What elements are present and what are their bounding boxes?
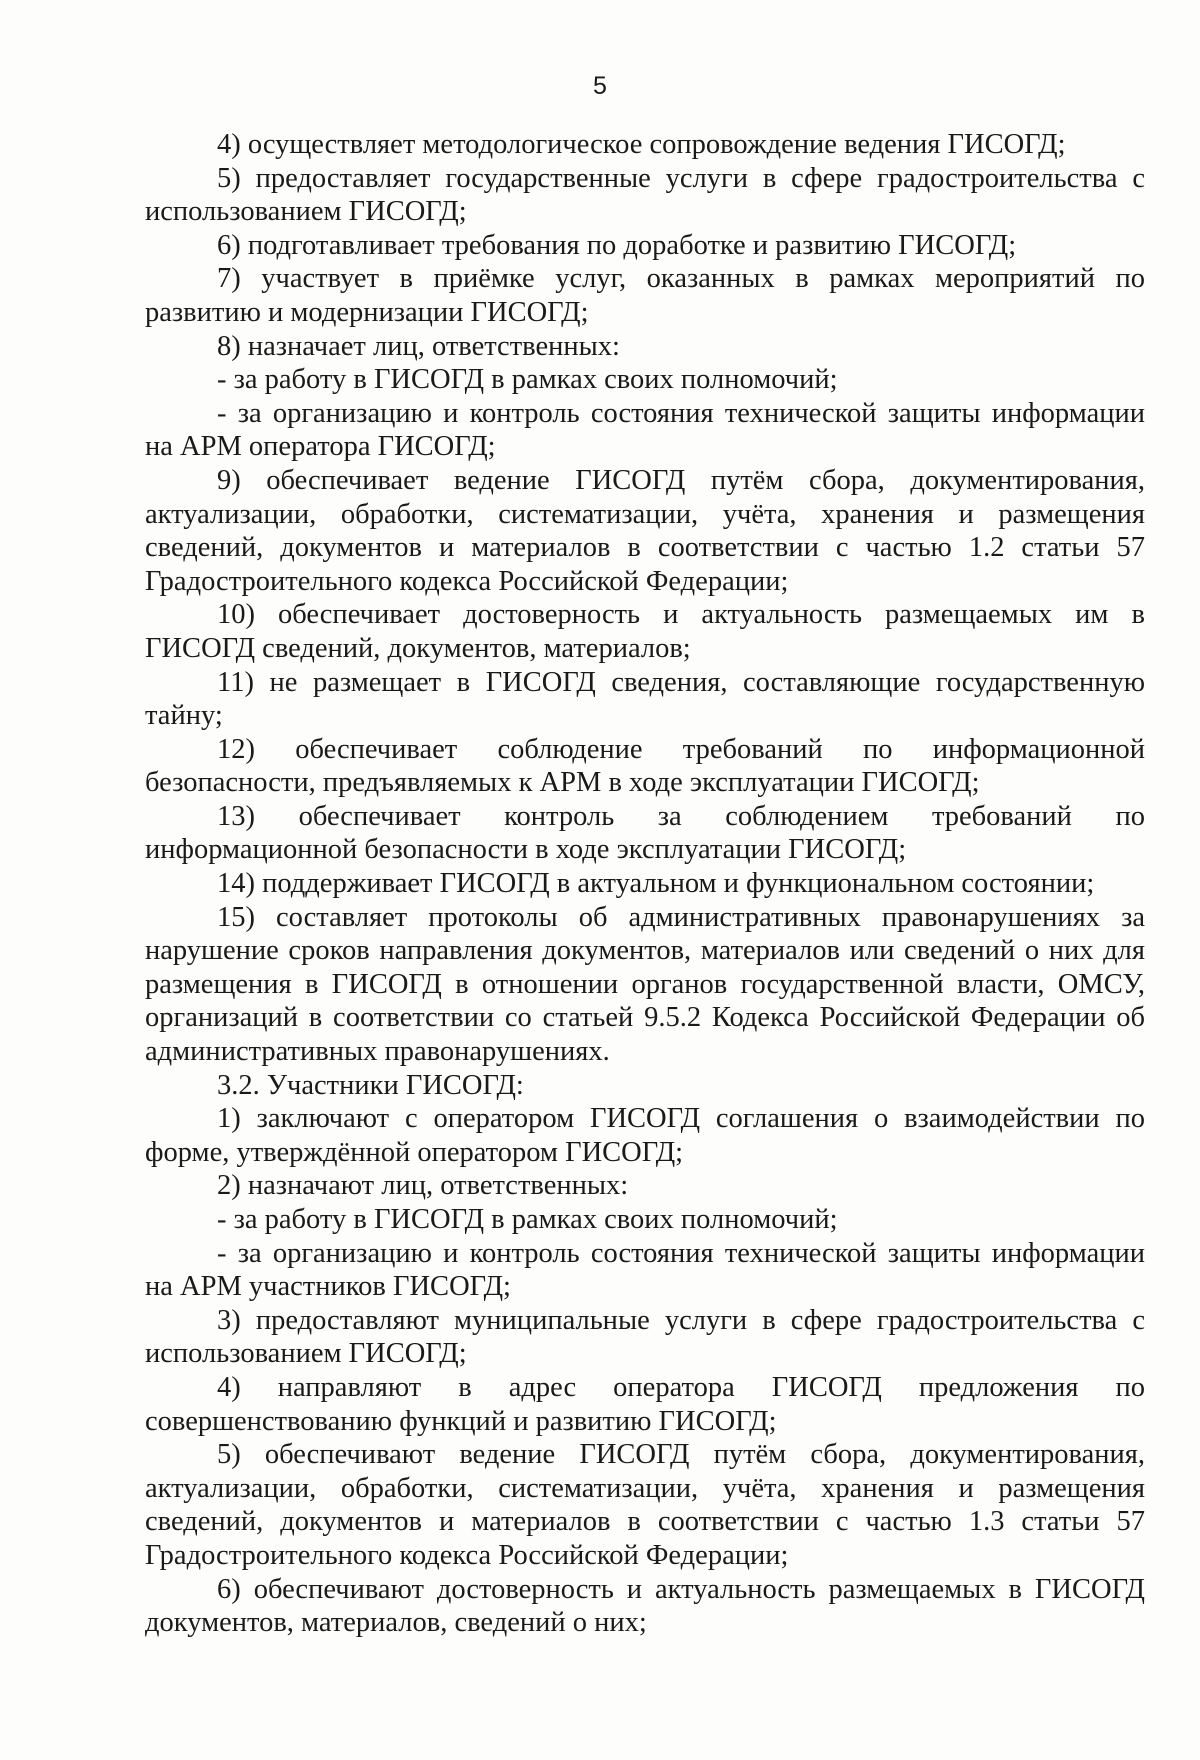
paragraph-op-8-dash-1: - за работу в ГИСОГД в рамках своих полномочий; <box>217 364 838 396</box>
paragraph-op-10: 10) обеспечивает достоверность и актуальность размещаемых им в ГИСОГД сведений, документов, материалов; <box>145 599 1145 664</box>
paragraph-op-6: 6) подготавливает требования по доработке и развитию ГИСОГД; <box>217 229 1017 261</box>
paragraph-part-1: 1) заключают с оператором ГИСОГД соглашения о взаимодействии по форме, утверждённой оператором ГИСОГД; <box>145 1103 1145 1168</box>
paragraph-part-5: 5) обеспечивают ведение ГИСОГД путём сбора, документирования, актуализации, обработки, систематизации, учёта, хранения и размещения сведений, документов и материалов в соответствии с частью 1.3 статьи 57 Градостроительного кодекса Российской Федерации; <box>145 1439 1145 1571</box>
paragraph-part-3: 3) предоставляют муниципальные услуги в сфере градостроительства с использованием ГИСОГД; <box>145 1304 1145 1370</box>
paragraph-op-15: 15) составляет протоколы об административных правонарушениях за нарушение сроков направления документов, материалов или сведений о них для размещения в ГИСОГД в отношении органов государственной власти, ОМСУ, организаций в соответствии со статьей 9.5.2 Кодекса Российской Федерации об административных правонарушениях. <box>145 901 1145 1068</box>
page-number: 5 <box>593 72 607 100</box>
paragraph-op-4: 4) осуществляет методологическое сопровождение ведения ГИСОГД; <box>217 129 1066 160</box>
paragraph-op-14: 14) поддерживает ГИСОГД в актуальном и функциональном состоянии; <box>217 868 1095 900</box>
paragraph-op-12: 12) обеспечивает соблюдение требований по информационной безопасности, предъявляемых к АРМ в ходе эксплуатации ГИСОГД; <box>145 733 1145 799</box>
paragraph-part-2-dash-1: - за работу в ГИСОГД в рамках своих полномочий; <box>217 1204 838 1235</box>
paragraph-part-2-dash-2: - за организацию и контроль состояния технической защиты информации на АРМ участников ГИСОГД; <box>145 1237 1145 1303</box>
section-heading-3-2: 3.2. Участники ГИСОГД: <box>217 1069 524 1101</box>
paragraph-op-11: 11) не размещает в ГИСОГД сведения, составляющие государственную тайну; <box>145 666 1145 732</box>
paragraph-part-4: 4) направляют в адрес оператора ГИСОГД предложения по совершенствованию функций и развитию ГИСОГД; <box>145 1371 1145 1437</box>
paragraph-op-13: 13) обеспечивает контроль за соблюдением требований по информационной безопасности в ходе эксплуатации ГИСОГД; <box>145 800 1145 866</box>
paragraph-op-9: 9) обеспечивает ведение ГИСОГД путём сбора, документирования, актуализации, обработки, систематизации, учёта, хранения и размещения сведений, документов и материалов в соответствии с частью 1.2 статьи 57 Градостроительного кодекса Российской Федерации; <box>145 464 1145 597</box>
paragraph-op-7: 7) участвует в приёмке услуг, оказанных в рамках мероприятий по развитию и модернизации ГИСОГД; <box>145 263 1145 328</box>
paragraph-op-8: 8) назначает лиц, ответственных: <box>217 330 620 362</box>
paragraph-op-8-dash-2: - за организацию и контроль состояния технической защиты информации на АРМ оператора ГИСОГД; <box>145 397 1145 463</box>
paragraph-part-6: 6) обеспечивают достоверность и актуальность размещаемых в ГИСОГД документов, материалов, сведений о них; <box>145 1573 1145 1639</box>
paragraph-op-5: 5) предоставляет государственные услуги в сфере градостроительства с использованием ГИСОГД; <box>145 162 1145 228</box>
paragraph-part-2: 2) назначают лиц, ответственных: <box>217 1170 629 1202</box>
document-body <box>145 128 1145 1640</box>
